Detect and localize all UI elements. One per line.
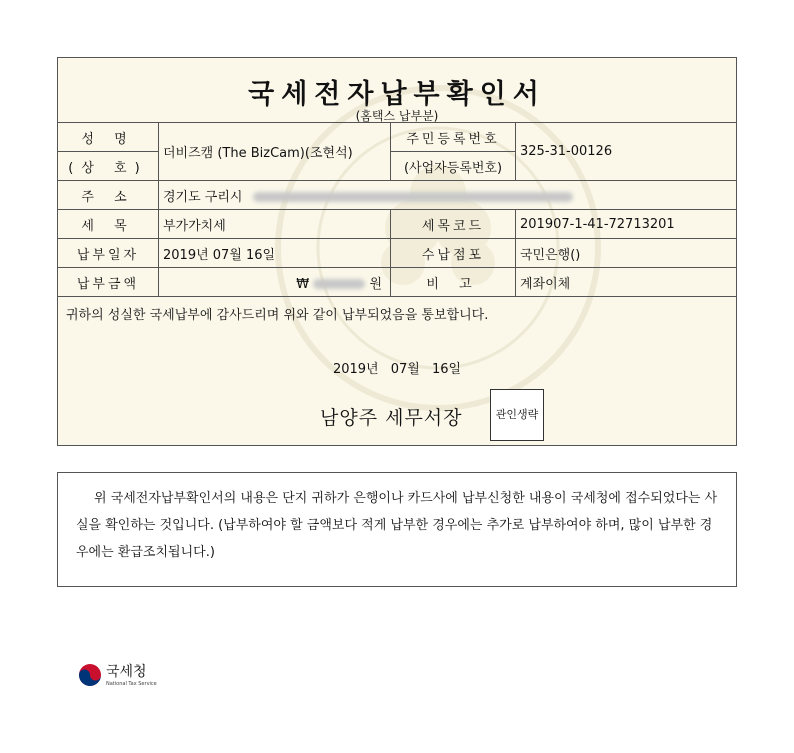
certificate [57, 57, 737, 446]
address-value: 경기도 구리시 [159, 181, 737, 210]
document-title: 국세전자납부확인서 [248, 79, 546, 110]
remark-label: 비 고 [391, 268, 516, 297]
table-row [58, 210, 736, 239]
payment-details-table [58, 122, 736, 297]
tax-code-label: 세목코드 [391, 210, 516, 239]
table-row [58, 268, 736, 297]
logo-subtext: National Tax Service [106, 681, 157, 687]
disclaimer-text: 위 국세전자납부확인서의 내용은 단지 귀하가 은행이나 카드사에 납부신청한 내용이 국세청에 접수되었다는 사실을 확인하는 것입니다. (납부하여야 할 금액보다 적게 납부한 경우에는 추가로 납부하여야 하며, 많이 납부한 경우에는 환급조치됩니다.) [76, 491, 718, 560]
amount-value: ₩ 원 [159, 268, 391, 297]
notice-text: 귀하의 성실한 국세납부에 감사드리며 위와 같이 납부되었음을 통보합니다. [66, 308, 489, 323]
id-label: 주민등록번호 [391, 123, 516, 152]
issue-date: 2019년 07월 16일 [332, 362, 462, 377]
name-label-2: (상 호) [58, 152, 159, 181]
redacted-address [253, 192, 573, 202]
receiver-value: 국민은행() [516, 239, 737, 268]
official-seal-box: 관인생략 [490, 389, 544, 441]
name-label: 성 명 [58, 123, 159, 152]
tax-item-label: 세 목 [58, 210, 159, 239]
payment-date-value: 2019년 07월 16일 [159, 239, 391, 268]
disclaimer-box [57, 472, 737, 587]
redacted-amount [313, 279, 365, 289]
payment-date-label: 납부일자 [58, 239, 159, 268]
tax-item-value: 부가가치세 [159, 210, 391, 239]
table-row [58, 239, 736, 268]
table-row [58, 181, 736, 210]
name-value: 더비즈캠 (The BizCam)(조현석) [159, 123, 391, 181]
logo-text: 국세청 [106, 664, 147, 680]
remark-value: 계좌이체 [516, 268, 737, 297]
table-row [58, 123, 736, 152]
receiver-label: 수납점포 [391, 239, 516, 268]
address-label: 주 소 [58, 181, 159, 210]
id-label-2: (사업자등록번호) [391, 152, 516, 181]
id-value: 325-31-00126 [516, 123, 737, 181]
amount-label: 납부금액 [58, 268, 159, 297]
tax-code-value: 201907-1-41-72713201 [516, 210, 737, 239]
tax-office-name: 남양주 세무서장 [320, 407, 463, 429]
document-subtitle: (홈택스 납부분) [355, 109, 439, 123]
